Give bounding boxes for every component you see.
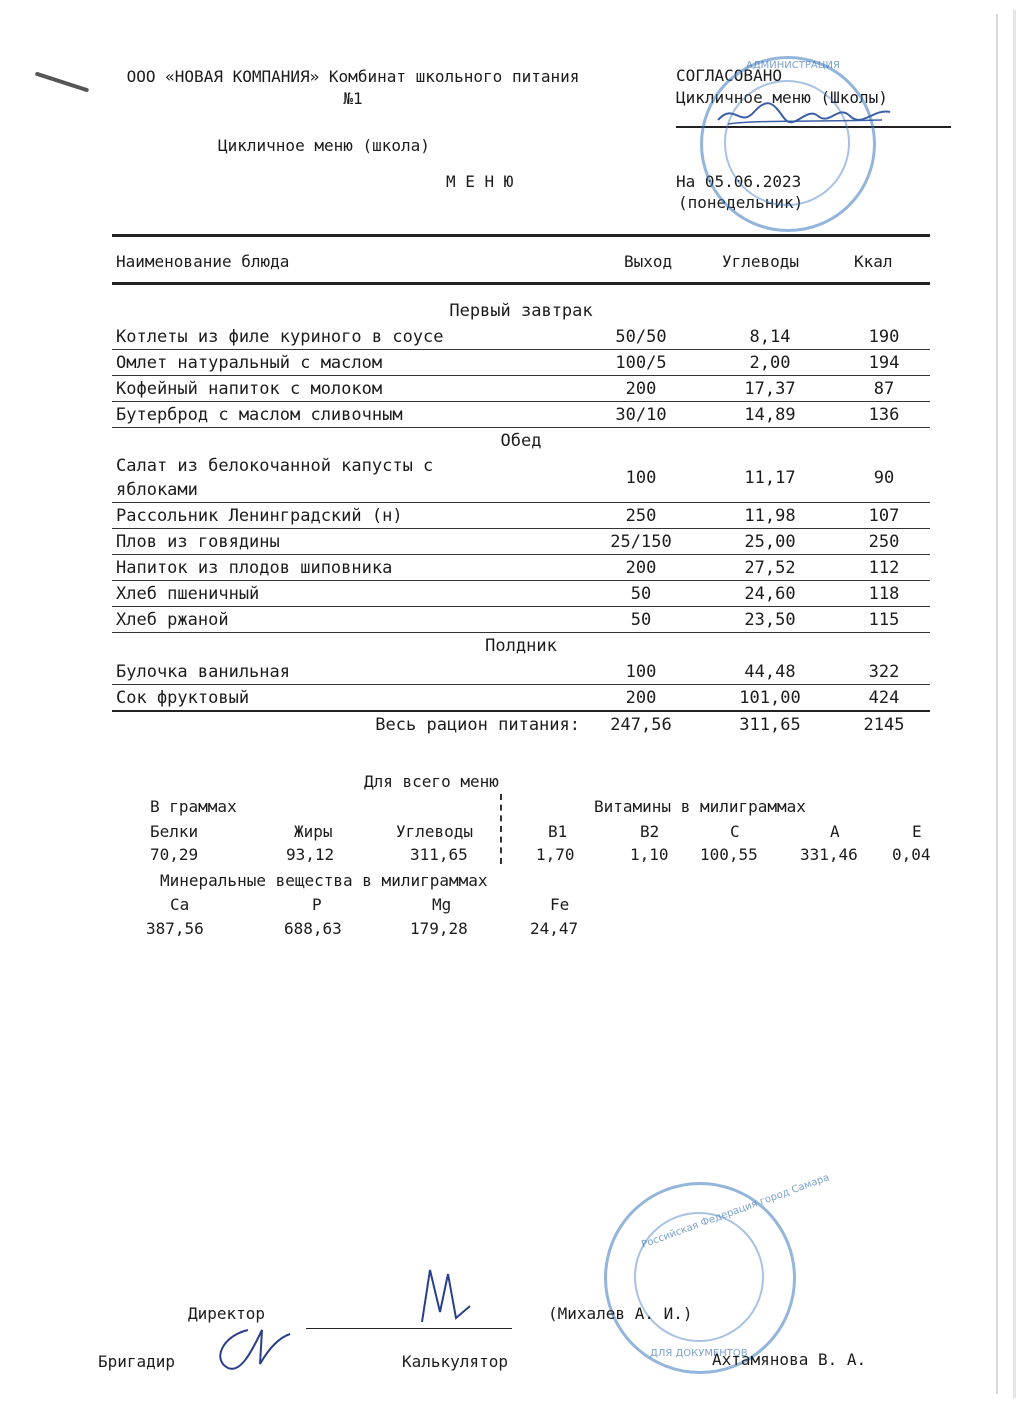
total-output: 247,56 bbox=[610, 714, 672, 735]
dish-name: Рассольник Ленинградский (н) bbox=[112, 503, 580, 529]
dish-output: 200 bbox=[580, 376, 702, 402]
dish-name: Булочка ванильная bbox=[112, 659, 580, 685]
calculator-name: Ахтамянова В. А. bbox=[712, 1350, 867, 1369]
mineral-value: 24,47 bbox=[530, 919, 579, 938]
table-row bbox=[112, 402, 930, 428]
dish-carbs: 23,50 bbox=[702, 607, 838, 633]
director-name: (Михалев А. И.) bbox=[548, 1304, 693, 1323]
dish-output: 100 bbox=[580, 454, 702, 503]
company-stamp-inner-text: ДЛЯ ДОКУМЕНТОВ bbox=[650, 1348, 748, 1359]
col-header-kcal: Ккал bbox=[854, 252, 893, 271]
mineral-name: P bbox=[312, 895, 322, 914]
menu-heading: М Е Н Ю bbox=[446, 172, 514, 191]
dish-output: 50/50 bbox=[580, 324, 702, 350]
table-row bbox=[112, 454, 930, 503]
vitamins-label: Витамины в милиграммах bbox=[594, 797, 806, 816]
nutrition-divider bbox=[500, 794, 502, 864]
dish-kcal: 250 bbox=[838, 529, 930, 555]
section-row bbox=[112, 633, 930, 660]
dish-kcal: 190 bbox=[838, 324, 930, 350]
foreman-label: Бригадир bbox=[98, 1352, 176, 1371]
dish-output: 100 bbox=[580, 659, 702, 685]
table-row bbox=[112, 685, 930, 712]
dish-kcal: 90 bbox=[838, 454, 930, 503]
dish-output: 50 bbox=[580, 581, 702, 607]
vitamin-name: C bbox=[730, 822, 740, 841]
mineral-value: 688,63 bbox=[284, 919, 342, 938]
total-row bbox=[112, 711, 930, 737]
dish-carbs: 24,60 bbox=[702, 581, 838, 607]
dish-name: Напиток из плодов шиповника bbox=[112, 555, 580, 581]
dish-name: Бутерброд с маслом сливочным bbox=[112, 402, 580, 428]
dish-kcal: 115 bbox=[838, 607, 930, 633]
director-signature bbox=[400, 1262, 480, 1332]
dish-kcal: 136 bbox=[838, 402, 930, 428]
dish-carbs: 14,89 bbox=[702, 402, 838, 428]
vitamin-name: B2 bbox=[640, 822, 660, 841]
dish-name: Хлеб пшеничный bbox=[112, 581, 580, 607]
company-stamp-text: Российская Федерация город Самара bbox=[640, 1172, 831, 1251]
minerals-label: Минеральные вещества в милиграммах bbox=[160, 871, 488, 890]
macro-value: 311,65 bbox=[410, 845, 468, 864]
approval-subtitle: Цикличное меню (Школы) bbox=[676, 88, 888, 107]
dish-output: 250 bbox=[580, 503, 702, 529]
section-title: Обед bbox=[500, 431, 542, 451]
dish-kcal: 112 bbox=[838, 555, 930, 581]
menu-table bbox=[112, 298, 930, 737]
dish-kcal: 107 bbox=[838, 503, 930, 529]
mineral-name: Fe bbox=[550, 895, 570, 914]
dish-kcal: 118 bbox=[838, 581, 930, 607]
dish-carbs: 2,00 bbox=[702, 350, 838, 376]
dish-name: Омлет натуральный с маслом bbox=[112, 350, 580, 376]
table-row bbox=[112, 659, 930, 685]
dish-name: Плов из говядины bbox=[112, 529, 580, 555]
dish-name-text: Салат из белокочанной капусты с яблоками bbox=[116, 456, 434, 500]
dish-output: 100/5 bbox=[580, 350, 702, 376]
col-header-output: Выход bbox=[624, 252, 673, 271]
foreman-signature bbox=[208, 1316, 300, 1376]
dish-carbs: 25,00 bbox=[702, 529, 838, 555]
page-edge-shadow-outer bbox=[1013, 10, 1016, 1398]
dish-output: 50 bbox=[580, 607, 702, 633]
mineral-name: Ca bbox=[170, 895, 190, 914]
approval-signature bbox=[714, 98, 894, 132]
dish-carbs: 11,17 bbox=[702, 454, 838, 503]
macro-value: 70,29 bbox=[150, 845, 199, 864]
macro-name: Жиры bbox=[294, 822, 333, 841]
grams-label: В граммах bbox=[150, 797, 237, 816]
page-edge-shadow bbox=[996, 14, 998, 1394]
dish-kcal: 87 bbox=[838, 376, 930, 402]
mineral-value: 387,56 bbox=[146, 919, 204, 938]
col-header-name: Наименование блюда bbox=[116, 252, 290, 271]
vitamin-value: 331,46 bbox=[800, 845, 858, 864]
dish-output: 200 bbox=[580, 555, 702, 581]
dish-kcal: 322 bbox=[838, 659, 930, 685]
table-header-rule bbox=[112, 282, 930, 285]
table-row bbox=[112, 350, 930, 376]
table-row bbox=[112, 376, 930, 402]
director-label: Директор bbox=[188, 1304, 266, 1323]
total-carbs: 311,65 bbox=[739, 714, 801, 735]
dish-name bbox=[112, 454, 580, 503]
dish-carbs: 27,52 bbox=[702, 555, 838, 581]
total-label: Весь рацион питания: bbox=[375, 714, 580, 735]
dish-carbs: 44,48 bbox=[702, 659, 838, 685]
table-top-rule bbox=[112, 234, 930, 237]
dish-kcal: 194 bbox=[838, 350, 930, 376]
section-title: Первый завтрак bbox=[449, 301, 593, 321]
dish-name: Хлеб ржаной bbox=[112, 607, 580, 633]
dish-name: Кофейный напиток с молоком bbox=[112, 376, 580, 402]
mineral-value: 179,28 bbox=[410, 919, 468, 938]
table-row bbox=[112, 607, 930, 633]
table-row bbox=[112, 581, 930, 607]
pen-mark bbox=[35, 71, 89, 92]
dish-name: Котлеты из филе куриного в соусе bbox=[112, 324, 580, 350]
table-row bbox=[112, 555, 930, 581]
dish-carbs: 17,37 bbox=[702, 376, 838, 402]
total-kcal: 2145 bbox=[863, 714, 905, 735]
dish-output: 30/10 bbox=[580, 402, 702, 428]
nutrition-title: Для всего меню bbox=[364, 772, 499, 791]
col-header-carbs: Углеводы bbox=[722, 252, 800, 271]
approval-stamp-text: АДМИНИСТРАЦИЯ bbox=[746, 60, 840, 71]
macro-name: Белки bbox=[150, 822, 199, 841]
mineral-name: Mg bbox=[432, 895, 452, 914]
table-row bbox=[112, 324, 930, 350]
section-row bbox=[112, 428, 930, 455]
vitamin-value: 100,55 bbox=[700, 845, 758, 864]
table-row bbox=[112, 529, 930, 555]
calculator-label: Калькулятор bbox=[402, 1352, 508, 1371]
organization-name: ООО «НОВАЯ КОМПАНИЯ» Комбинат школьного питания №1 bbox=[126, 67, 580, 108]
approval-title: СОГЛАСОВАНО bbox=[676, 66, 782, 85]
vitamin-name: B1 bbox=[548, 822, 568, 841]
menu-date: На 05.06.2023 bbox=[676, 172, 802, 191]
dish-carbs: 101,00 bbox=[702, 685, 838, 712]
menu-weekday: (понедельник) bbox=[678, 193, 804, 212]
section-row bbox=[112, 298, 930, 324]
dish-output: 200 bbox=[580, 685, 702, 712]
vitamin-name: E bbox=[912, 822, 922, 841]
vitamin-name: A bbox=[830, 822, 840, 841]
menu-type: Цикличное меню (школа) bbox=[218, 136, 430, 155]
dish-kcal: 424 bbox=[838, 685, 930, 712]
vitamin-value: 0,04 bbox=[892, 845, 931, 864]
dish-output: 25/150 bbox=[580, 529, 702, 555]
dish-carbs: 11,98 bbox=[702, 503, 838, 529]
vitamin-value: 1,10 bbox=[630, 845, 669, 864]
table-row bbox=[112, 503, 930, 529]
macro-value: 93,12 bbox=[286, 845, 335, 864]
macro-name: Углеводы bbox=[396, 822, 474, 841]
vitamin-value: 1,70 bbox=[536, 845, 575, 864]
section-title: Полдник bbox=[485, 636, 557, 656]
dish-name: Сок фруктовый bbox=[112, 685, 580, 712]
dish-carbs: 8,14 bbox=[702, 324, 838, 350]
